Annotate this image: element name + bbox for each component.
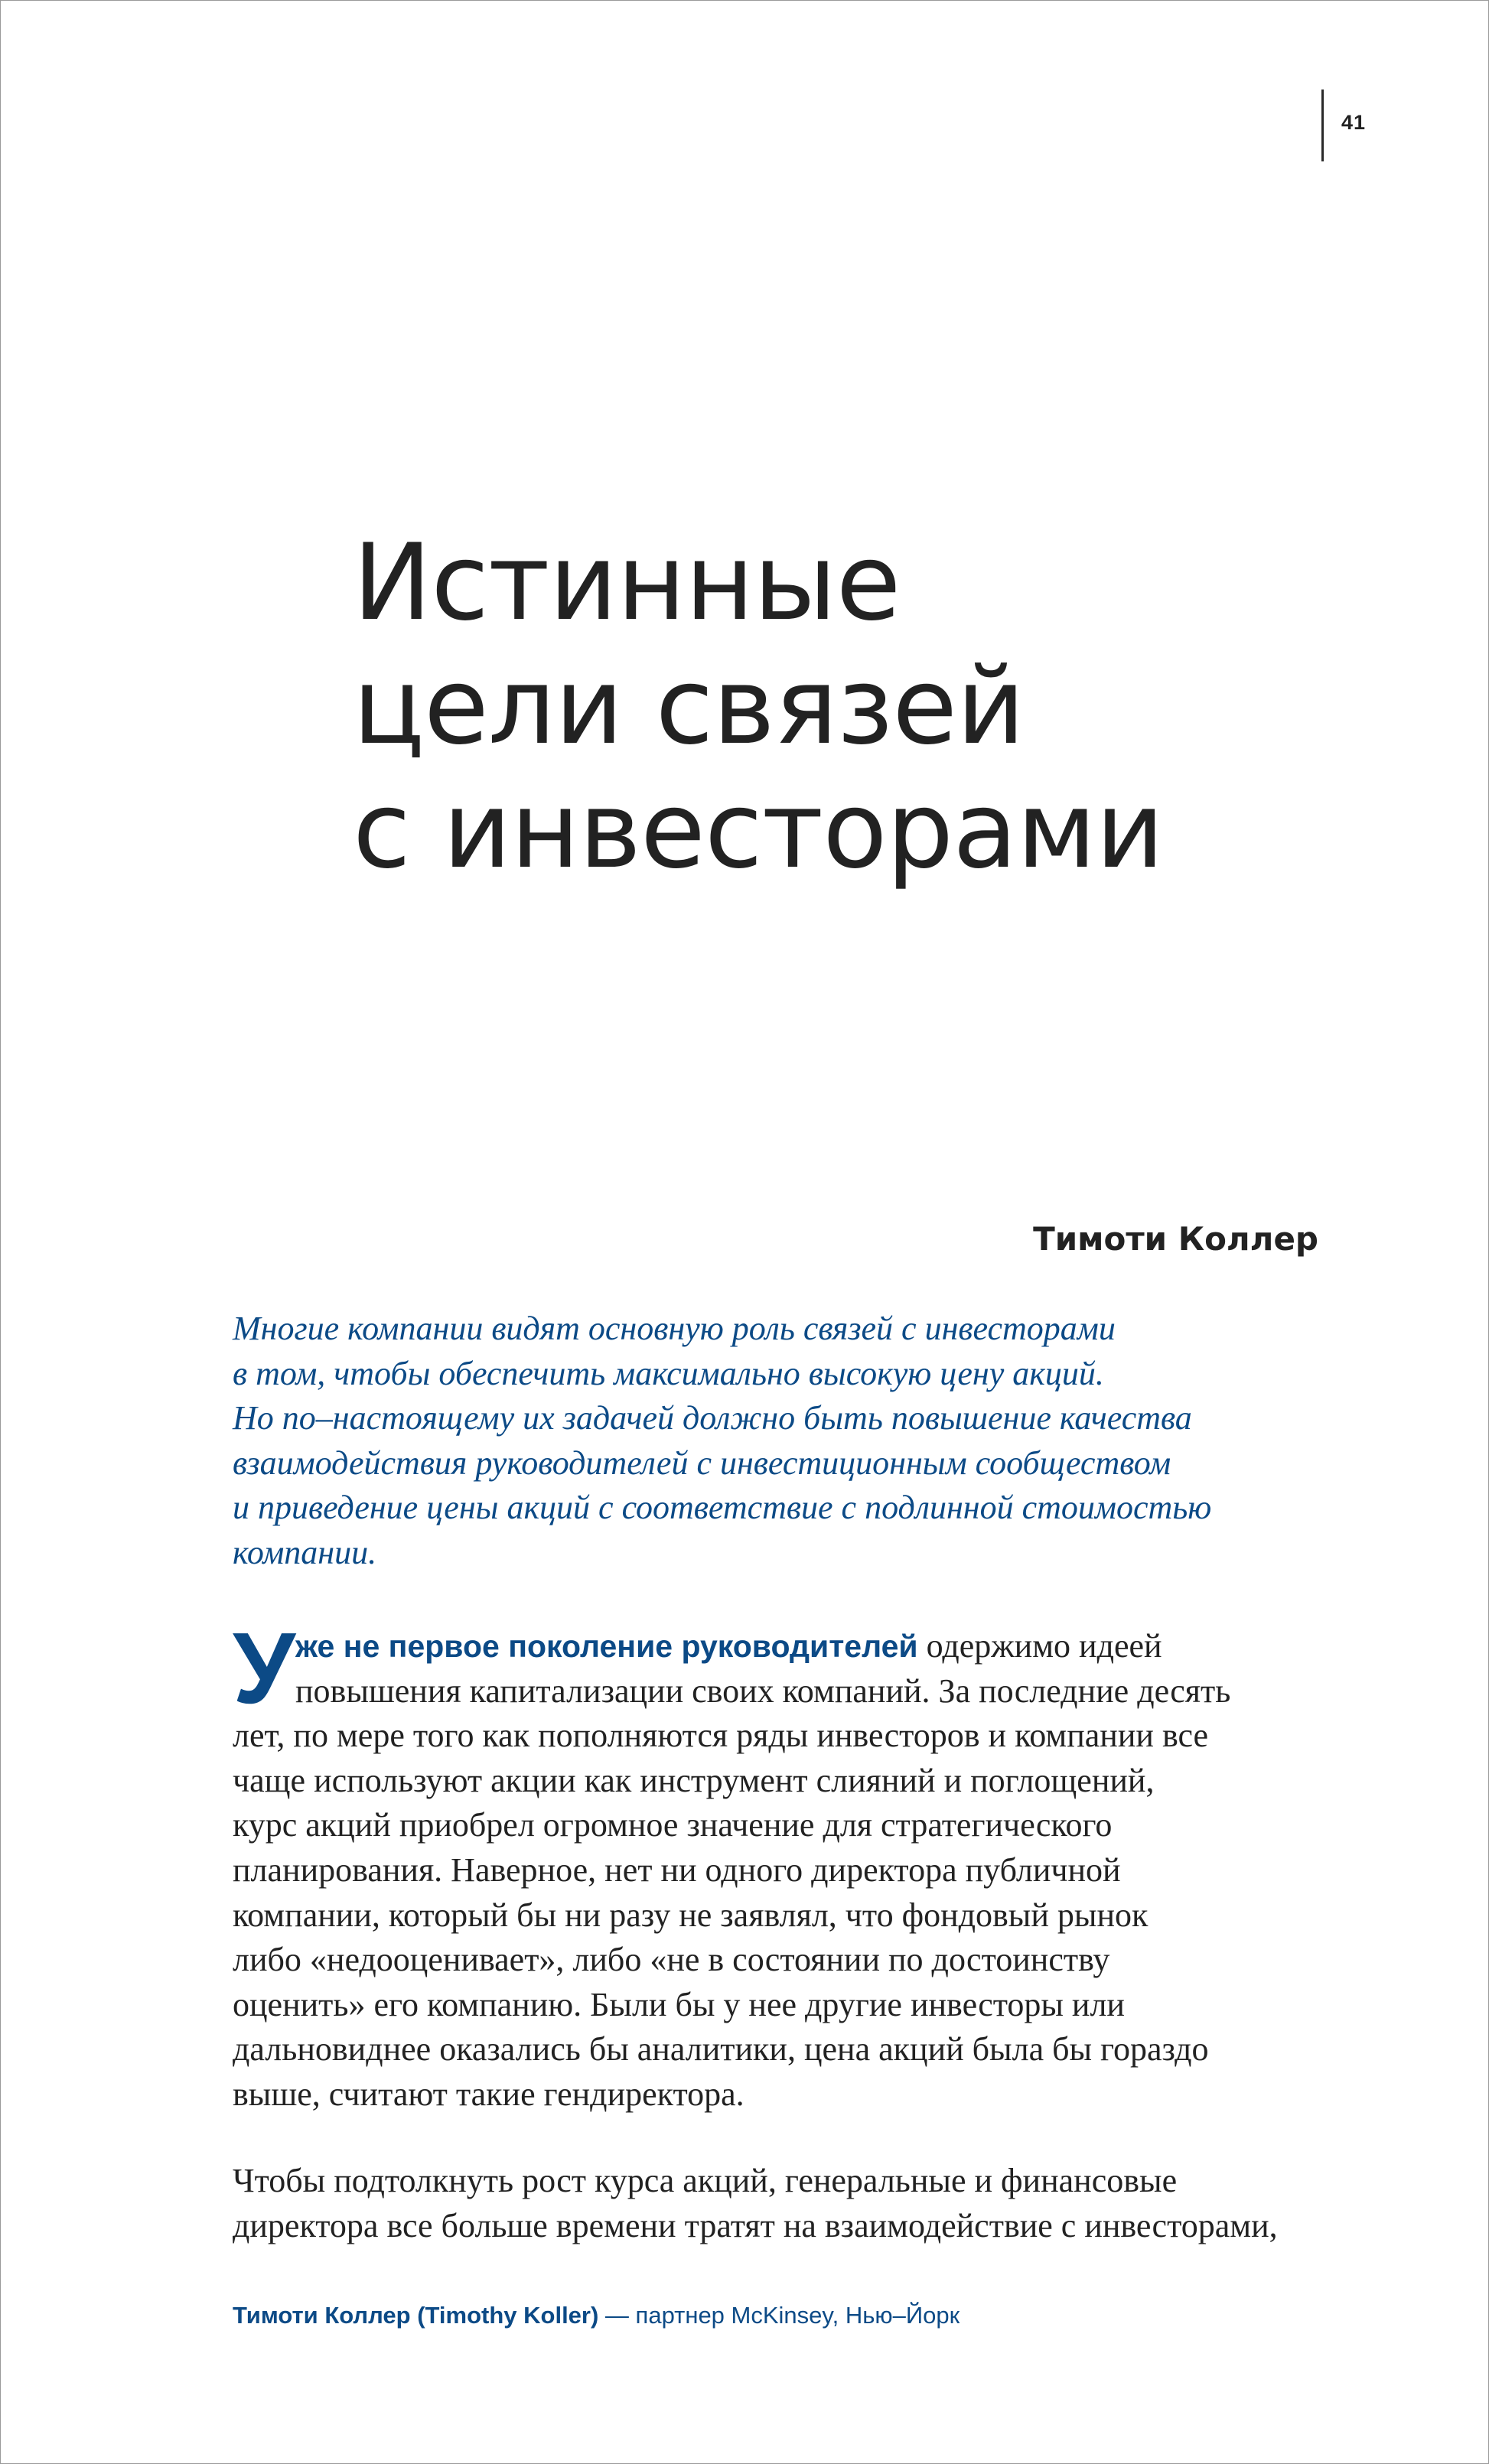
author-footnote [233,2302,960,2329]
body-line: выше, считают такие гендиректора. [233,2075,744,2113]
body-line: директора все больше времени тратят на взаимодействие с инвесторами, [233,2206,1278,2244]
lead-line: Но по–настоящему их задачей должно быть повышение качества [233,1399,1192,1437]
chapter-title [353,521,1164,893]
body-line: дальновиднее оказались бы аналитики, цена акций была бы гораздо [233,2030,1209,2069]
chapter-title-line: цели связей [353,645,1025,768]
lead-paragraph [233,1307,1327,1576]
body-paragraph-2 [233,2159,1327,2248]
lead-line: и приведение цены акций с соответствие с подлинной стоимостью [233,1489,1212,1527]
body-line: планирования. Наверное, нет ни одного директора публичной [233,1850,1121,1889]
footnote-affiliation: — партнер McKinsey, Нью–Йорк [598,2302,960,2329]
chapter-author: Тимоти Коллер [1033,1220,1318,1258]
body-paragraph-1 [233,1612,1327,2117]
body-line: оценить» его компанию. Были бы у нее другие инвесторы или [233,1985,1125,2023]
page-number: 41 [1341,111,1367,134]
body-line: повышения капитализации своих компаний. За последние десять [295,1671,1231,1710]
body-line: Чтобы подтолкнуть рост курса акций, генеральные и финансовые [233,2162,1178,2199]
drop-cap: У [233,1612,296,1724]
body-line: курс акций приобрел огромное значение для стратегического [233,1806,1113,1844]
run-in-heading: же не первое поколение руководителей [295,1629,918,1664]
page-number-rule [1321,90,1324,161]
chapter-title-line: Истинные [353,521,901,644]
body-line: лет, по мере того как пополняются ряды инвесторов и компании все [233,1717,1209,1755]
lead-line: компании. [233,1533,377,1571]
body-line: либо «недооценивает», либо «не в состоянии по достоинству [233,1941,1110,1979]
footnote-author-name: Тимоти Коллер (Timothy Koller) [233,2302,599,2329]
body-line: компании, который бы ни разу не заявлял, что фондовый рынок [233,1896,1149,1934]
lead-line: в том, чтобы обеспечить максимально высокую цену акций. [233,1354,1104,1392]
chapter-title-line: с инвесторами [353,769,1164,892]
body-line: чаще используют акции как инструмент слияний и поглощений, [233,1761,1155,1799]
lead-line: Многие компании видят основную роль связей с инвесторами [233,1310,1116,1347]
body-line [233,1624,1327,1669]
lead-line: взаимодействия руководителей с инвестиционным сообществом [233,1444,1171,1482]
body-text: одержимо идеей [917,1627,1162,1665]
